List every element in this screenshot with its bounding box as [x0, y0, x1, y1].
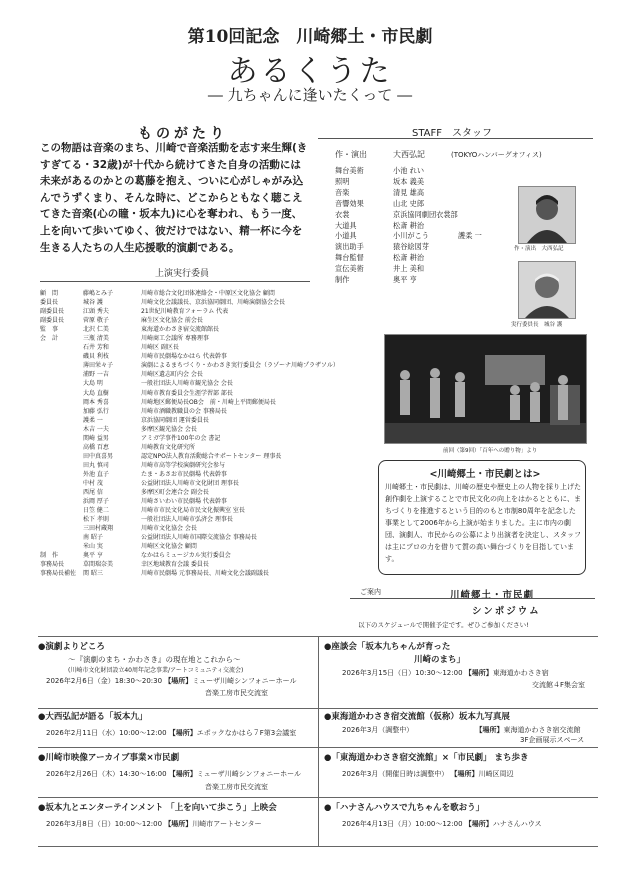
event-date: 2026年2月11日（水）10:00〜12:00 [46, 728, 167, 737]
director-photo [518, 186, 576, 244]
committee-row [40, 289, 339, 298]
committee-name: 米山 実 [83, 543, 103, 551]
committee-row [40, 298, 339, 307]
committee-org: アミガ学事件100年の会 書記 [141, 434, 221, 442]
event-place-label: 【場所】 [464, 819, 493, 828]
staff-row [335, 199, 482, 210]
committee-name: 外池 直子 [83, 470, 109, 478]
staff-table [335, 166, 482, 286]
committee-name: 藤嶋とみ子 [83, 290, 114, 297]
play-title: あるくうた [227, 54, 393, 89]
event-place: ミューザ川崎シンフォニーホール [196, 769, 301, 778]
committee-role: 副委員長 [40, 308, 65, 316]
committee-row [40, 425, 339, 434]
committee-name: 大島 明 [83, 380, 103, 388]
event-item [38, 802, 277, 833]
staff-extra [458, 199, 482, 210]
committee-role: 事務局長 [40, 561, 65, 569]
committee-row [40, 416, 339, 425]
event-item [38, 641, 297, 698]
committee-org: 幸区地域教育会議 委員長 [141, 561, 209, 569]
committee-row [40, 379, 339, 388]
event-subtitle: 第10回記念 川崎郷土・市民劇 [187, 27, 433, 47]
stage-photo-caption: 前回（第9回）「百年への贈り物」より [443, 448, 538, 454]
chairman-photo-caption: 実行委員長 城谷 護 [511, 322, 563, 328]
event-place-label: 【場所】 [164, 677, 193, 685]
committee-row [40, 470, 339, 479]
event-date: 2026年3月8日（日）10:00〜12:00 [46, 819, 163, 828]
staff-extra [458, 177, 482, 188]
committee-org: 川崎文化会議議長、京浜協同劇団、川崎演劇協会会長 [141, 299, 286, 307]
play-tagline: ― 九ちゃんに逢いたくって ― [207, 86, 413, 104]
committee-row [40, 407, 339, 416]
schedule-bottom-rule [38, 846, 598, 847]
event-place: ハナさんハウス [492, 819, 542, 828]
committee-name: 松下 孝則 [83, 516, 109, 524]
symposium-label: ご案内 [360, 588, 381, 596]
event-title: ●「東海道かわさき宿交流館」×「市民劇」 まち歩き [324, 753, 529, 763]
staff-role: 音響効果 [335, 198, 364, 208]
event-place-2: 音楽工房市民交流室 [205, 782, 268, 791]
committee-org: 川崎商工会議所 専務理事 [141, 335, 209, 343]
committee-org: 川崎市民劇場なかはら 代表幹事 [141, 353, 227, 361]
staff-heading: STAFF スタッフ [412, 128, 493, 139]
schedule-rule [38, 797, 598, 798]
committee-row [40, 370, 339, 379]
committee-org: 川崎市市民文化局市民文化振興室 室長 [141, 507, 245, 515]
committee-role [40, 398, 83, 407]
event-place-label: 【場所】 [475, 725, 504, 734]
committee-name: 加藤 弘行 [83, 407, 109, 415]
committee-name: 岡本 秀喜 [83, 398, 109, 406]
committee-role: 制 作 [40, 552, 59, 560]
staff-role: 衣裳 [335, 209, 350, 219]
symposium-title: 川崎郷土・市民劇 [450, 590, 535, 601]
committee-name: 大島 直樹 [83, 389, 109, 397]
about-heading: <川崎郷土・市民劇とは> [429, 469, 541, 480]
event-date: 2026年2月26日（木）14:30〜16:00 [46, 769, 167, 778]
committee-org: 川崎さいわい市民劇場 代表幹事 [141, 498, 227, 506]
committee-name: 城谷 護 [83, 299, 103, 307]
committee-role [40, 497, 83, 506]
committee-org: 多摩区観光協会 会長 [141, 425, 197, 433]
committee-org: 川崎区遺志町内会 会長 [141, 371, 203, 379]
committee-row [40, 443, 339, 452]
committee-org: 多摩区町会連合会 副会長 [141, 489, 209, 497]
staff-name: 松斎 耕治 [393, 220, 425, 230]
committee-name: 浦野 一吉 [83, 371, 109, 379]
committee-name: 田丸 慎司 [83, 461, 109, 469]
event-place-label: 【場所】 [450, 769, 479, 778]
committee-org: 21世紀川崎教育フォーラム 代表 [141, 308, 229, 316]
committee-name: 西尾 信 [83, 489, 103, 497]
story-text: この物語は音楽のまち、川崎で音楽活動を志す来生輝(きすぎてる・32歳)が十代から続けてきた自身の活動には未来があるのかとの葛藤を抱え、ついに心がしゃがみ込んでうずくまり、そんな時に、どこからともなく聴こえてきた音楽(心の瞳・坂本九)に心を奪われ、もう一度、上を向いて歩いてゆく、彼だけではない、精一杯に今を生きる人たちの人生応援歌的演劇である。 [40, 142, 308, 254]
schedule-note: 以下のスケジュールで開催予定です。ぜひご参加ください! [358, 621, 529, 629]
committee-org: 川崎市民劇場 元事務局長、川崎文化会議副議長 [141, 570, 269, 578]
committee-row [40, 560, 339, 569]
staff-row [335, 231, 482, 242]
staff-extra [458, 242, 482, 253]
committee-role [40, 352, 83, 361]
committee-role [40, 533, 83, 542]
staff-role: 宣伝美術 [335, 264, 364, 274]
staff-name: 猿谷絵図芽 [393, 242, 429, 252]
event-title: ●「ハナさんハウスで九ちゃんを歌おう」 [324, 803, 485, 813]
committee-name: 奥平 亨 [83, 552, 103, 560]
committee-name: 磯貝 利枝 [83, 353, 109, 361]
staff-row [335, 177, 482, 188]
committee-org: 公益財団法人川崎市国際交流協会 事務局長 [141, 534, 257, 542]
committee-org: 川崎教育文化研究所 [141, 443, 196, 451]
committee-row [40, 515, 339, 524]
director-photo-caption: 作・演出 大西弘記 [514, 246, 564, 252]
committee-org: 演劇によるまちづくり・かわさき実行委員会（ラゾーナ川崎プラザソル） [141, 362, 339, 370]
event-title: ●東海道かわさき宿交流館（仮称）坂本九写真展 [324, 712, 510, 722]
committee-name: 北沢 仁美 [83, 326, 109, 334]
committee-row [40, 361, 339, 370]
committee-role [40, 434, 83, 443]
staff-row [335, 253, 482, 264]
staff-extra [458, 188, 482, 199]
staff-org: (TOKYOハンバーグオフィス) [451, 151, 542, 159]
committee-row [40, 533, 339, 542]
committee-org: 川崎地区郵便局長OB会 前・川崎上平間郵便局長 [141, 398, 276, 406]
staff-role: 照明 [335, 176, 350, 186]
staff-role: 小道具 [335, 231, 357, 241]
committee-row [40, 352, 339, 361]
committee-org: 麻生区文化協会 前会長 [141, 317, 203, 325]
committee-name: 江頭 秀夫 [83, 308, 109, 316]
schedule-rule [38, 708, 598, 709]
event-date: 2026年2月6日（金）18:30〜20:30 [46, 677, 163, 685]
staff-role: 舞台美術 [335, 166, 364, 175]
committee-row [40, 497, 339, 506]
committee-role: 副委員長 [40, 317, 65, 325]
staff-name: 清見 雄高 [393, 187, 425, 197]
committee-role [40, 515, 83, 524]
staff-row [335, 221, 482, 232]
committee-org: 川崎市文化協会 会長 [141, 525, 197, 533]
event-place-2: 3F企画展示スペース [520, 735, 585, 744]
committee-role [40, 425, 83, 434]
committee-name: 日笠 健二 [83, 507, 109, 515]
committee-role: 顧 問 [40, 290, 59, 297]
committee-row [40, 461, 339, 470]
committee-role [40, 542, 83, 551]
event-date: 2026年4月13日（月）10:00〜12:00 [342, 819, 463, 828]
committee-table [40, 289, 339, 579]
staff-name: 京浜協同劇団衣裳部 [393, 209, 458, 219]
committee-row [40, 488, 339, 497]
committee-org: 認定NPO法人教育活動総合サポートセンター 理事長 [141, 452, 282, 460]
symposium-subtitle: シンポジウム [472, 606, 541, 617]
staff-name: 山北 史郎 [393, 198, 425, 208]
stage-scene-icon [385, 335, 586, 443]
committee-role [40, 361, 83, 370]
staff-name: 小川がこう [393, 231, 429, 241]
committee-heading: 上演実行委員 [155, 269, 210, 279]
committee-org: 川崎市酒職教職員の会 事務局長 [141, 407, 227, 415]
staff-row [335, 210, 482, 221]
committee-org: 川崎市総合文化団体連絡会・中原区文化協会 顧問 [141, 290, 275, 297]
committee-org: 京浜協同劇団 運営委員長 [141, 416, 209, 424]
staff-name: 松斎 耕治 [393, 253, 425, 263]
committee-name: 関 昭三 [83, 570, 103, 578]
staff-extra [458, 253, 482, 264]
event-place-label: 【場所】 [168, 728, 197, 737]
committee-row [40, 569, 339, 578]
committee-name: 三瓶 清美 [83, 335, 109, 343]
committee-role [40, 343, 83, 352]
committee-role: 会 計 [40, 335, 59, 343]
staff-divider [318, 138, 593, 139]
committee-org: 一般社団法人川崎市弘済会 理事長 [141, 516, 233, 524]
committee-name: 護柔 一 [83, 416, 103, 424]
committee-row [40, 524, 339, 533]
schedule-center-rule [318, 636, 319, 846]
staff-name: 井上 美和 [393, 264, 425, 274]
staff-role: 音楽 [335, 187, 350, 197]
staff-row [335, 275, 482, 286]
committee-row [40, 452, 339, 461]
staff-role: 制作 [335, 275, 350, 285]
event-place-label: 【場所】 [168, 769, 197, 778]
committee-role [40, 506, 83, 515]
committee-role [40, 370, 83, 379]
event-title: ●坂本九とエンターテインメント 「上を向いて歩こう」上映会 [38, 803, 277, 813]
committee-name: 中村 茂 [83, 479, 103, 487]
committee-row [40, 343, 339, 352]
event-place-2: 音楽工房市民交流室 [205, 688, 268, 697]
event-note: (川崎市文化財団設立40周年記念事業/アートコミュニティ交流会) [68, 667, 244, 674]
committee-role [40, 443, 83, 452]
committee-name: 田中真喜男 [83, 452, 114, 460]
committee-name: 薄田栄々子 [83, 362, 114, 370]
committee-row [40, 325, 339, 334]
staff-row [335, 188, 482, 199]
committee-role [40, 524, 83, 533]
staff-role: 大道具 [335, 220, 357, 230]
event-date: 2026年3月（開催日時は調整中） [342, 769, 449, 778]
event-title: ●川崎市映像アーカイブ事業×市民劇 [38, 753, 180, 763]
committee-org: 一般社団法人川崎市観光協会 会長 [141, 380, 233, 388]
event-place: 川崎市アートセンター [192, 819, 262, 828]
committee-row [40, 542, 339, 551]
committee-name: 石井 芳和 [83, 344, 109, 352]
staff-row [335, 166, 482, 177]
committee-role [40, 479, 83, 488]
staff-director-row [335, 149, 542, 160]
committee-name: 関崎 益男 [83, 434, 109, 442]
event-date: 2026年3月（調整中） [342, 725, 414, 734]
staff-row [335, 242, 482, 253]
committee-role [40, 407, 83, 416]
committee-role [40, 452, 83, 461]
symposium-divider [350, 598, 595, 599]
staff-extra [458, 275, 482, 286]
staff-name: 坂本 義美 [393, 176, 425, 186]
committee-role [40, 416, 83, 425]
event-place: ミューザ川崎シンフォニーホール [192, 677, 297, 685]
committee-row [40, 479, 339, 488]
stage-photo [384, 334, 587, 444]
staff-role: 舞台監督 [335, 253, 364, 263]
schedule-rule [38, 747, 598, 748]
event-place: 東海道かわさき宿 [492, 669, 549, 677]
committee-role [40, 488, 83, 497]
event-title: ●座談会「坂本九ちゃんが育った [324, 642, 451, 652]
staff-row [335, 264, 482, 275]
staff-extra: 護柔 一 [458, 231, 482, 241]
person-icon [519, 262, 575, 318]
event-place: 川崎区周辺 [478, 769, 514, 778]
committee-name: 浜岡 厚子 [83, 498, 109, 506]
event-title-2: 川崎のまち」 [414, 654, 466, 665]
event-item [38, 752, 301, 792]
event-item [324, 711, 584, 745]
committee-row [40, 334, 339, 343]
committee-row [40, 307, 339, 316]
committee-name: 草間瑞奈美 [83, 561, 114, 569]
committee-name: 菅原 敬子 [83, 317, 109, 325]
committee-org: たま・あさお市民劇場 代表幹事 [141, 470, 227, 478]
committee-divider [40, 281, 310, 282]
committee-role: 監 事 [40, 326, 59, 334]
story-heading: ものがたり [138, 126, 228, 142]
chairman-photo [518, 261, 576, 319]
committee-role [40, 389, 83, 398]
staff-extra [458, 166, 482, 177]
committee-name: 高橋 百恵 [83, 443, 109, 451]
committee-name: 木吉 一夫 [83, 425, 109, 433]
committee-org: なかはらミュージカル実行委員会 [141, 552, 231, 560]
committee-row [40, 551, 339, 560]
event-place: エポックなかはら７F第3会議室 [196, 728, 297, 737]
committee-org: 東海道かわさき宿交流館館長 [141, 326, 220, 334]
about-text: 川崎郷土・市民劇は、川崎の歴史や歴史上の人物を採り上げた創作劇を上演することで市民文化の向上をはかるとともに、まちづくりを推進するという目的のもと市制80周年を記念した事業として2006年から上演が始まりました。主に市内の劇団、演劇人、市民からの公募により出演者を決定し、スタッフは主にプロの力を借りて質の高い舞台づくりを目指しています。 [385, 483, 581, 563]
committee-role: 事務局長補佐 [40, 570, 77, 578]
staff-name: 奥平 亨 [393, 275, 417, 285]
event-subtitle: 〜『演劇のまち・かわさき』の現在地とこれから〜 [68, 654, 241, 664]
committee-org: 川崎区 副区長 [141, 344, 179, 352]
event-title: ●演劇よりどころ [38, 642, 105, 652]
committee-row [40, 316, 339, 325]
event-title: ●大西弘記が語る「坂本九」 [38, 712, 148, 722]
event-date: 2026年3月15日（日）10:30〜12:00 [342, 669, 463, 677]
event-place: 東海道かわさき宿交流館 [503, 725, 581, 734]
committee-org: 川崎区文化協会 顧問 [141, 543, 197, 551]
committee-role: 委員長 [40, 299, 59, 307]
person-icon [519, 187, 575, 243]
committee-name: 三田村蔵翔 [83, 525, 114, 533]
event-item [324, 641, 585, 690]
staff-name: 小池 れい [393, 166, 425, 175]
committee-role [40, 461, 83, 470]
committee-row [40, 434, 339, 443]
committee-org: 川崎市高等学校演劇研究会参与 [141, 461, 226, 469]
committee-row [40, 506, 339, 515]
staff-extra [458, 264, 482, 275]
staff-name: 大西弘記 [393, 150, 425, 159]
committee-row [40, 398, 339, 407]
committee-org: 公益財団法人川崎市文化財団 理事長 [141, 479, 239, 487]
event-place-2: 交流館４F集会室 [532, 681, 586, 689]
event-place-label: 【場所】 [464, 669, 493, 677]
staff-extra [458, 221, 482, 232]
committee-role [40, 470, 83, 479]
event-item [324, 752, 529, 783]
event-item [38, 711, 296, 742]
committee-row [40, 389, 339, 398]
committee-role [40, 379, 83, 388]
committee-org: 川崎市教育委員会生涯学習部 部長 [141, 389, 233, 397]
committee-name: 南 昭子 [83, 534, 103, 542]
event-place-label: 【場所】 [164, 819, 193, 828]
staff-role: 演出助手 [335, 242, 364, 252]
event-item [324, 802, 542, 833]
staff-role: 作・演出 [335, 150, 367, 159]
